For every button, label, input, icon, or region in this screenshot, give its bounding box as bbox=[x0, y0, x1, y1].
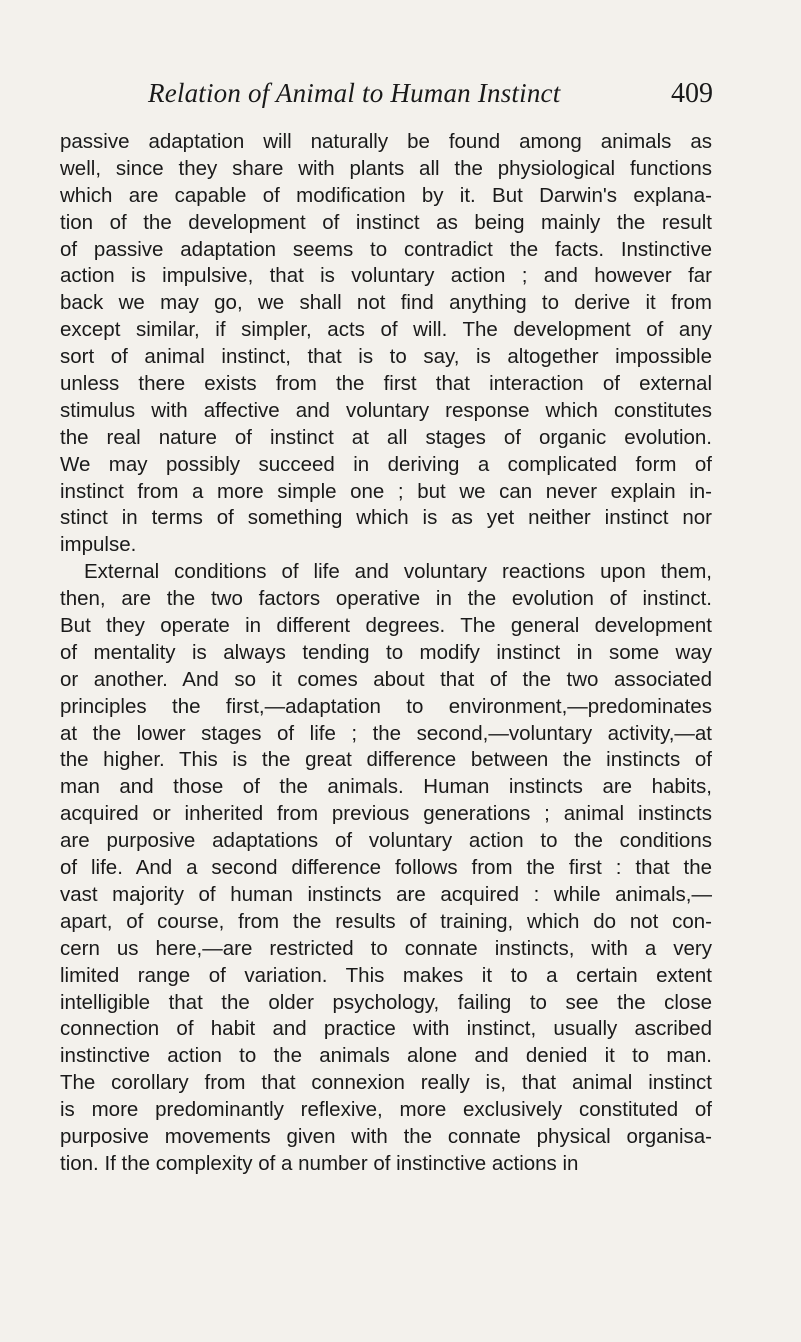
text-line: connection of habit and practice with instinct, usually ascribed bbox=[60, 1017, 712, 1041]
text-line: acquired or inherited from previous generations ; animal instincts bbox=[60, 802, 712, 826]
text-line: External conditions of life and voluntary reactions upon them, bbox=[84, 560, 712, 584]
text-line: purposive movements given with the connate physical organisa- bbox=[60, 1124, 712, 1148]
paragraph bbox=[60, 129, 712, 559]
text-line: intelligible that the older psychology, failing to see the close bbox=[60, 990, 712, 1014]
text-line: sort of animal instinct, that is to say, is altogether impossible bbox=[60, 345, 712, 369]
text-line: stinct in terms of something which is as yet neither instinct nor bbox=[60, 506, 712, 530]
text-line: of mentality is always tending to modify instinct in some way bbox=[60, 640, 712, 664]
text-line: action is impulsive, that is voluntary action ; and however far bbox=[60, 264, 712, 288]
running-title: Relation of Animal to Human Instinct bbox=[148, 78, 561, 108]
text-line: at the lower stages of life ; the second,—voluntary activity,—at bbox=[60, 721, 712, 745]
text-line: impulse. bbox=[60, 533, 137, 557]
text-line: The corollary from that connexion really is, that animal instinct bbox=[60, 1071, 712, 1095]
running-head bbox=[148, 78, 713, 118]
text-line: which are capable of modification by it. But Darwin's explana- bbox=[60, 183, 712, 207]
text-line: principles the first,—adaptation to environment,—predominates bbox=[60, 694, 712, 718]
text-line: stimulus with affective and voluntary response which constitutes bbox=[60, 398, 712, 422]
body-text bbox=[60, 129, 712, 1178]
text-line: the real nature of instinct at all stages of organic evolution. bbox=[60, 425, 712, 449]
text-line: We may possibly succeed in deriving a complicated form of bbox=[60, 452, 712, 476]
text-line: passive adaptation will naturally be found among animals as bbox=[60, 130, 712, 153]
text-line: back we may go, we shall not find anything to derive it from bbox=[60, 291, 712, 315]
text-line: But they operate in different degrees. The general development bbox=[60, 614, 712, 638]
text-line: vast majority of human instincts are acquired : while animals,— bbox=[60, 882, 712, 906]
text-line: or another. And so it comes about that of the two associated bbox=[60, 667, 712, 691]
text-line: then, are the two factors operative in the evolution of instinct. bbox=[60, 587, 712, 611]
text-line: instinct from a more simple one ; but we can never explain in- bbox=[60, 479, 712, 503]
paragraph bbox=[60, 559, 712, 1177]
page-number: 409 bbox=[671, 78, 713, 109]
text-line: well, since they share with plants all the physiological functions bbox=[60, 156, 712, 180]
text-line: apart, of course, from the results of training, which do not con- bbox=[60, 909, 712, 933]
text-line: unless there exists from the first that interaction of external bbox=[60, 372, 712, 396]
text-line: of life. And a second difference follows from the first : that the bbox=[60, 856, 712, 880]
text-line: are purposive adaptations of voluntary action to the conditions bbox=[60, 829, 712, 853]
text-line: limited range of variation. This makes it to a certain extent bbox=[60, 963, 712, 987]
text-line: except similar, if simpler, acts of will. The development of any bbox=[60, 318, 712, 342]
text-line: of passive adaptation seems to contradict the facts. Instinctive bbox=[60, 237, 712, 261]
text-line: tion of the development of instinct as being mainly the result bbox=[60, 210, 712, 234]
text-line: man and those of the animals. Human instincts are habits, bbox=[60, 775, 712, 799]
text-line: the higher. This is the great difference between the instincts of bbox=[60, 748, 712, 772]
text-line: tion. If the complexity of a number of instinctive actions in bbox=[60, 1151, 579, 1175]
text-line: instinctive action to the animals alone and denied it to man. bbox=[60, 1044, 712, 1068]
text-line: is more predominantly reflexive, more exclusively constituted of bbox=[60, 1098, 712, 1122]
text-line: cern us here,—are restricted to connate instincts, with a very bbox=[60, 936, 712, 960]
